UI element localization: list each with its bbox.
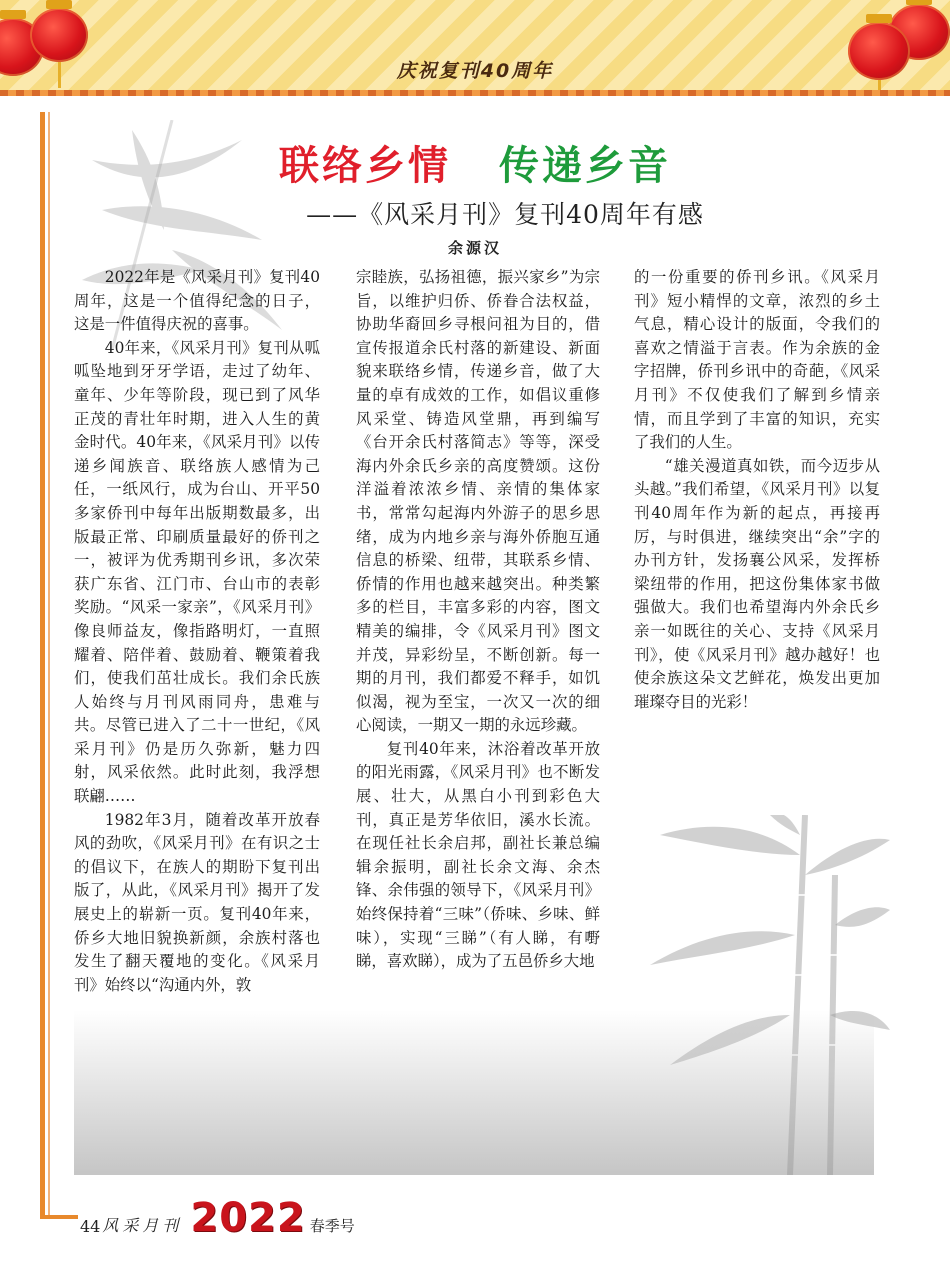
rail-footer-line [40, 1215, 78, 1219]
issue-year: 2022 [190, 1195, 306, 1241]
page-number: 44 [80, 1217, 101, 1236]
left-rail-inner [48, 112, 50, 1217]
lantern-icon [30, 8, 88, 62]
article-subtitle: ——《风采月刊》复刊40周年有感 [306, 200, 704, 229]
issue-season: 春季号 [309, 1217, 355, 1235]
article-title [0, 134, 950, 191]
ink-wash-background [74, 1010, 874, 1175]
paragraph: 宗睦族，弘扬祖德，振兴家乡”为宗旨，以维护归侨、侨眷合法权益，协助华裔回乡寻根问祖为目的，借宣传报道余氏村落的新建设、新面貌来联络乡情，传递乡音，做了大量的卓有成效的工作，如倡议重修风采堂、铸造风堂鼎，再到编写《台开余氏村落简志》等等，深受海内外余氏乡亲的高度赞颂。这份洋溢着浓浓乡情、亲情的集体家书，常常勾起海内外游子的思乡思绪，成为内地乡亲与海外侨胞互通信息的桥梁、纽带，其联系乡情、侨情的作用也越来越突出。种类繁多的栏目，丰富多彩的内容，图文精美的编排，令《风采月刊》图文并茂，异彩纷呈，不断创新。每一期的月刊，我们都爱不释手，如饥似渴，视为至宝，一次又一次的细心阅读，一期又一期的永远珍藏。 [356, 268, 600, 735]
left-rail [40, 112, 45, 1217]
paragraph: “雄关漫道真如铁，而今迈步从头越。”我们希望，《风采月刊》以复刊40周年作为新的起点，再接再厉，与时俱进，继续突出“余”字的办刊方针，发扬襄公风采，发挥桥梁纽带的作用，把这份集体家书做强做大。我们也希望海内外余氏乡亲一如既往的关心、支持《风采月刊》，使《风采月刊》越办越好！也使余族这朵文艺鲜花，焕发出更加璀璨夺目的光彩！ [634, 456, 880, 711]
magazine-name: 风采月刊 [102, 1216, 183, 1235]
article-author: 余源汉 [447, 239, 502, 257]
paragraph: 复刊40年来，沐浴着改革开放的阳光雨露，《风采月刊》也不断发展、壮大，从黑白小刊到彩色大刊，真正是芳华依旧，溪水长流。在现任社长余启邦，副社长兼总编辑余振明，副社长余文海、余杰锋、余伟强的领导下，《风采月刊》始终保持着“三味”（侨味、乡味、鲜味），实现“三睇”（有人睇，有嘢睇，喜欢睇），成为了五邑侨乡大地 [356, 739, 600, 971]
paragraph: 1982年3月，随着改革开放春风的劲吹，《风采月刊》在有识之士的倡议下，在族人的期盼下复刊出版了，从此，《风采月刊》揭开了发展史上的崭新一页。复刊40年来，侨乡大地旧貌换新颜，余族村落也发生了翻天覆地的变化。《风采月刊》始终以“沟通内外，敦 [74, 810, 320, 994]
title-part-1: 联络乡情 [279, 143, 451, 189]
text-column-2 [356, 266, 600, 974]
header-banner [0, 0, 950, 96]
title-part-2: 传递乡音 [499, 143, 671, 189]
text-column-3 [634, 266, 880, 714]
text-column-1 [74, 266, 320, 997]
page-footer [80, 1195, 355, 1241]
banner-title: 庆祝复刊40周年 [396, 60, 554, 82]
paragraph: 的一份重要的侨刊乡讯。《风采月刊》短小精悍的文章，浓烈的乡土气息，精心设计的版面，令我们的喜欢之情溢于言表。作为余族的金字招牌，侨刊乡讯中的奇葩，《风采月刊》不仅使我们了解到乡情亲情，而且学到了丰富的知识，充实了我们的人生。 [634, 268, 880, 452]
paragraph: 40年来，《风采月刊》复刊从呱呱坠地到牙牙学语，走过了幼年、童年、少年等阶段，现已到了风华正茂的青壮年时期，进入人生的黄金时代。40年来，《风采月刊》以传递乡闻族音、联络族人感情为己任，一纸风行，成为台山、开平50多家侨刊中每年出版期数最多，出版最正常、印刷质量最好的侨刊之一，被评为优秀期刊乡讯，多次荣获广东省、江门市、台山市的表彰奖励。“风采一家亲”，《风采月刊》像良师益友，像指路明灯，一直照耀着、陪伴着、鼓励着、鞭策着我们，使我们茁壮成长。我们余氏族人始终与月刊风雨同舟，患难与共。尽管已进入了二十一世纪，《风采月刊》仍是历久弥新，魅力四射，风采依然。此时此刻，我浮想联翩…… [74, 338, 320, 806]
paragraph: 2022年是《风采月刊》复刊40周年，这是一个值得纪念的日子，这是一件值得庆祝的喜事。 [74, 268, 320, 334]
